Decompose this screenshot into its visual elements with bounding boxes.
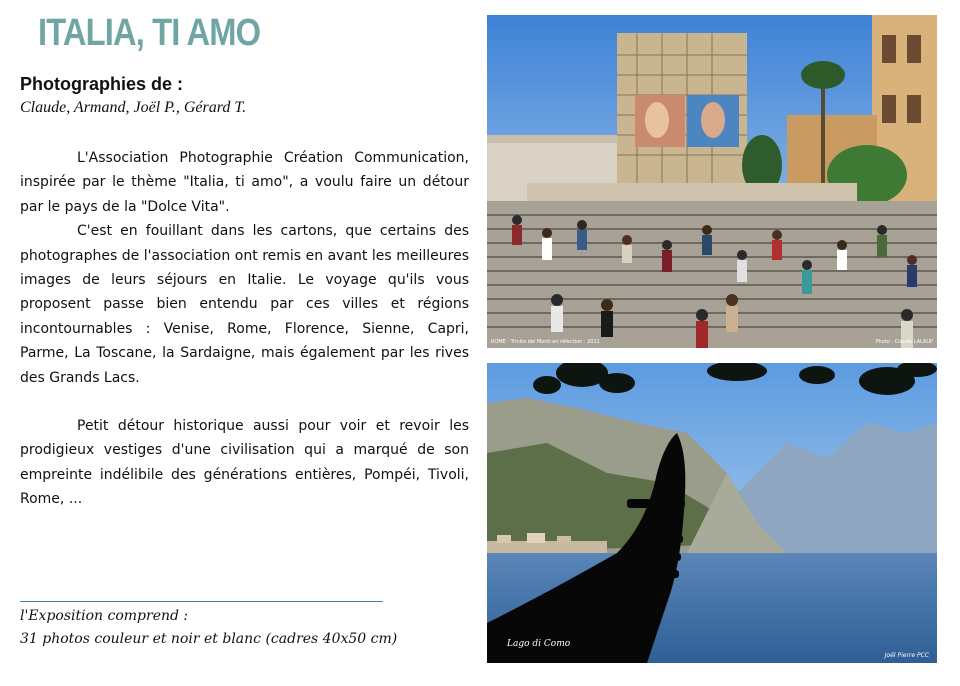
credits-heading: Photographies de : [20, 74, 184, 94]
exhibition-details: 31 photos couleur et noir et blanc (cadres 40x50 cm) [20, 631, 398, 647]
exhibition-heading: l'Exposition comprend : [20, 608, 189, 624]
photo-bottom-caption-left: Lago di Como [507, 639, 571, 649]
paragraph-1: L'Association Photographie Création Communication, inspirée par le thème "Italia, ti amo", a voulu faire un détour par le pays de la "Dolce Vita". [20, 150, 469, 215]
photo-bottom-caption-right: Joël Pierre PCC [884, 652, 929, 659]
photo-spanish-steps [487, 15, 937, 348]
photo-lago-di-como [487, 363, 937, 663]
photographer-names: Claude, Armand, Joël P., Gérard T. [20, 99, 247, 116]
spanish-steps-image [487, 15, 937, 348]
intro-text [20, 146, 469, 512]
photo-top-caption-left: ROME · Trinita dei Monti en réfection · 2011 [491, 339, 600, 345]
paragraph-3: Petit détour historique aussi pour voir et revoir les prodigieux vestiges d'une civilisation qui a marqué de son empreinte indélibile des générations entières, Pompéi, Tivoli, Rome, ... [20, 418, 469, 508]
divider-rule [20, 601, 383, 602]
photo-top-caption-right: Photo : Claude LALAUP [875, 339, 933, 345]
lake-como-image [487, 363, 937, 663]
paragraph-2: C'est en fouillant dans les cartons, que certains des photographes de l'association ont remis en avant les meilleures images de leurs séjours en Italie. Le voyage qu'ils vous proposent passe bien entendu par ces villes et régions incontournables : Venise, Rome, Florence, Sienne, Capri, Parme, La Toscane, la Sardaigne, mais également par les rives des Grands Lacs. [20, 223, 469, 386]
page-title: ITALIA, TI AMO [38, 12, 261, 54]
